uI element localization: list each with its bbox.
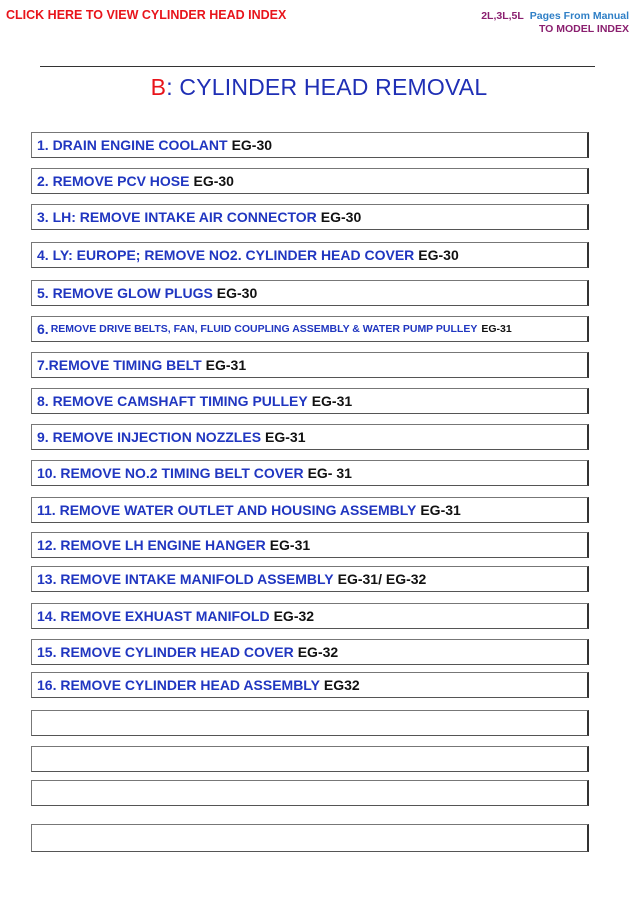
empty-step-box (31, 746, 589, 772)
step-9[interactable] (31, 424, 589, 450)
engine-models: 2L,3L,5L (481, 10, 524, 22)
step-7[interactable] (31, 352, 589, 378)
step-3[interactable] (31, 204, 589, 230)
step-label: 11. REMOVE WATER OUTLET AND HOUSING ASSEMBLY (37, 502, 417, 518)
step-label: 14. REMOVE EXHUAST MANIFOLD (37, 608, 270, 624)
step-8[interactable] (31, 388, 589, 414)
step-ref: EG-31 (311, 393, 353, 409)
step-label: 15. REMOVE CYLINDER HEAD COVER (37, 644, 294, 660)
step-label: 9. REMOVE INJECTION NOZZLES (37, 429, 262, 445)
empty-step-box (31, 780, 589, 806)
step-ref: EG-31 (265, 429, 306, 445)
step-label: 16. REMOVE CYLINDER HEAD ASSEMBLY (37, 677, 320, 693)
cylinder-head-index-link[interactable]: CLICK HERE TO VIEW CYLINDER HEAD INDEX (6, 8, 287, 22)
step-11[interactable] (31, 497, 589, 523)
step-15[interactable] (31, 639, 589, 665)
step-ref: EG-32 (273, 608, 315, 624)
step-12[interactable] (31, 532, 589, 558)
step-13[interactable] (31, 566, 589, 592)
title-prefix: B (150, 74, 167, 100)
step-ref: EG-31/ EG-32 (337, 571, 427, 587)
step-number: 6. (37, 321, 49, 337)
step-ref: EG- 31 (307, 465, 352, 481)
step-1[interactable] (31, 132, 589, 158)
step-ref: EG-30 (216, 285, 258, 301)
step-ref: EG-30 (193, 173, 234, 189)
step-4[interactable] (31, 242, 589, 268)
step-ref: EG-31 (205, 357, 247, 373)
step-6[interactable] (31, 316, 589, 342)
step-ref: EG-31 (420, 502, 461, 518)
step-10[interactable] (31, 460, 589, 486)
step-2[interactable] (31, 168, 589, 194)
step-ref: EG32 (323, 677, 360, 693)
step-label: 10. REMOVE NO.2 TIMING BELT COVER (37, 465, 304, 481)
step-16[interactable] (31, 672, 589, 698)
step-label: 7.REMOVE TIMING BELT (37, 357, 202, 373)
empty-step-box (31, 824, 589, 852)
model-index-link[interactable]: TO MODEL INDEX (538, 23, 629, 35)
step-ref: EG-32 (297, 644, 339, 660)
step-label: 1. DRAIN ENGINE COOLANT (37, 137, 228, 153)
step-14[interactable] (31, 603, 589, 629)
step-label: REMOVE DRIVE BELTS, FAN, FLUID COUPLING ASSEMBLY & WATER PUMP PULLEY (50, 323, 478, 335)
step-ref: EG-30 (320, 209, 362, 225)
step-ref: EG-31 (481, 323, 512, 335)
step-label: 12. REMOVE LH ENGINE HANGER (37, 537, 266, 553)
pages-from-manual-link[interactable]: Pages From Manual (529, 10, 629, 22)
step-label: 13. REMOVE INTAKE MANIFOLD ASSEMBLY (37, 571, 334, 587)
header-divider (40, 66, 595, 67)
step-label: 5. REMOVE GLOW PLUGS (37, 285, 213, 301)
empty-step-box (31, 710, 589, 736)
title-text: : CYLINDER HEAD REMOVAL (166, 74, 488, 100)
step-label: 8. REMOVE CAMSHAFT TIMING PULLEY (37, 393, 308, 409)
step-ref: EG-30 (418, 247, 459, 263)
step-ref: EG-31 (269, 537, 311, 553)
step-label: 3. LH: REMOVE INTAKE AIR CONNECTOR (37, 209, 317, 225)
page-title (0, 74, 638, 101)
step-label: 2. REMOVE PCV HOSE (37, 173, 190, 189)
step-ref: EG-30 (231, 137, 273, 153)
step-label: 4. LY: EUROPE; REMOVE NO2. CYLINDER HEAD COVER (37, 247, 415, 263)
header-right (481, 10, 629, 36)
step-5[interactable] (31, 280, 589, 306)
